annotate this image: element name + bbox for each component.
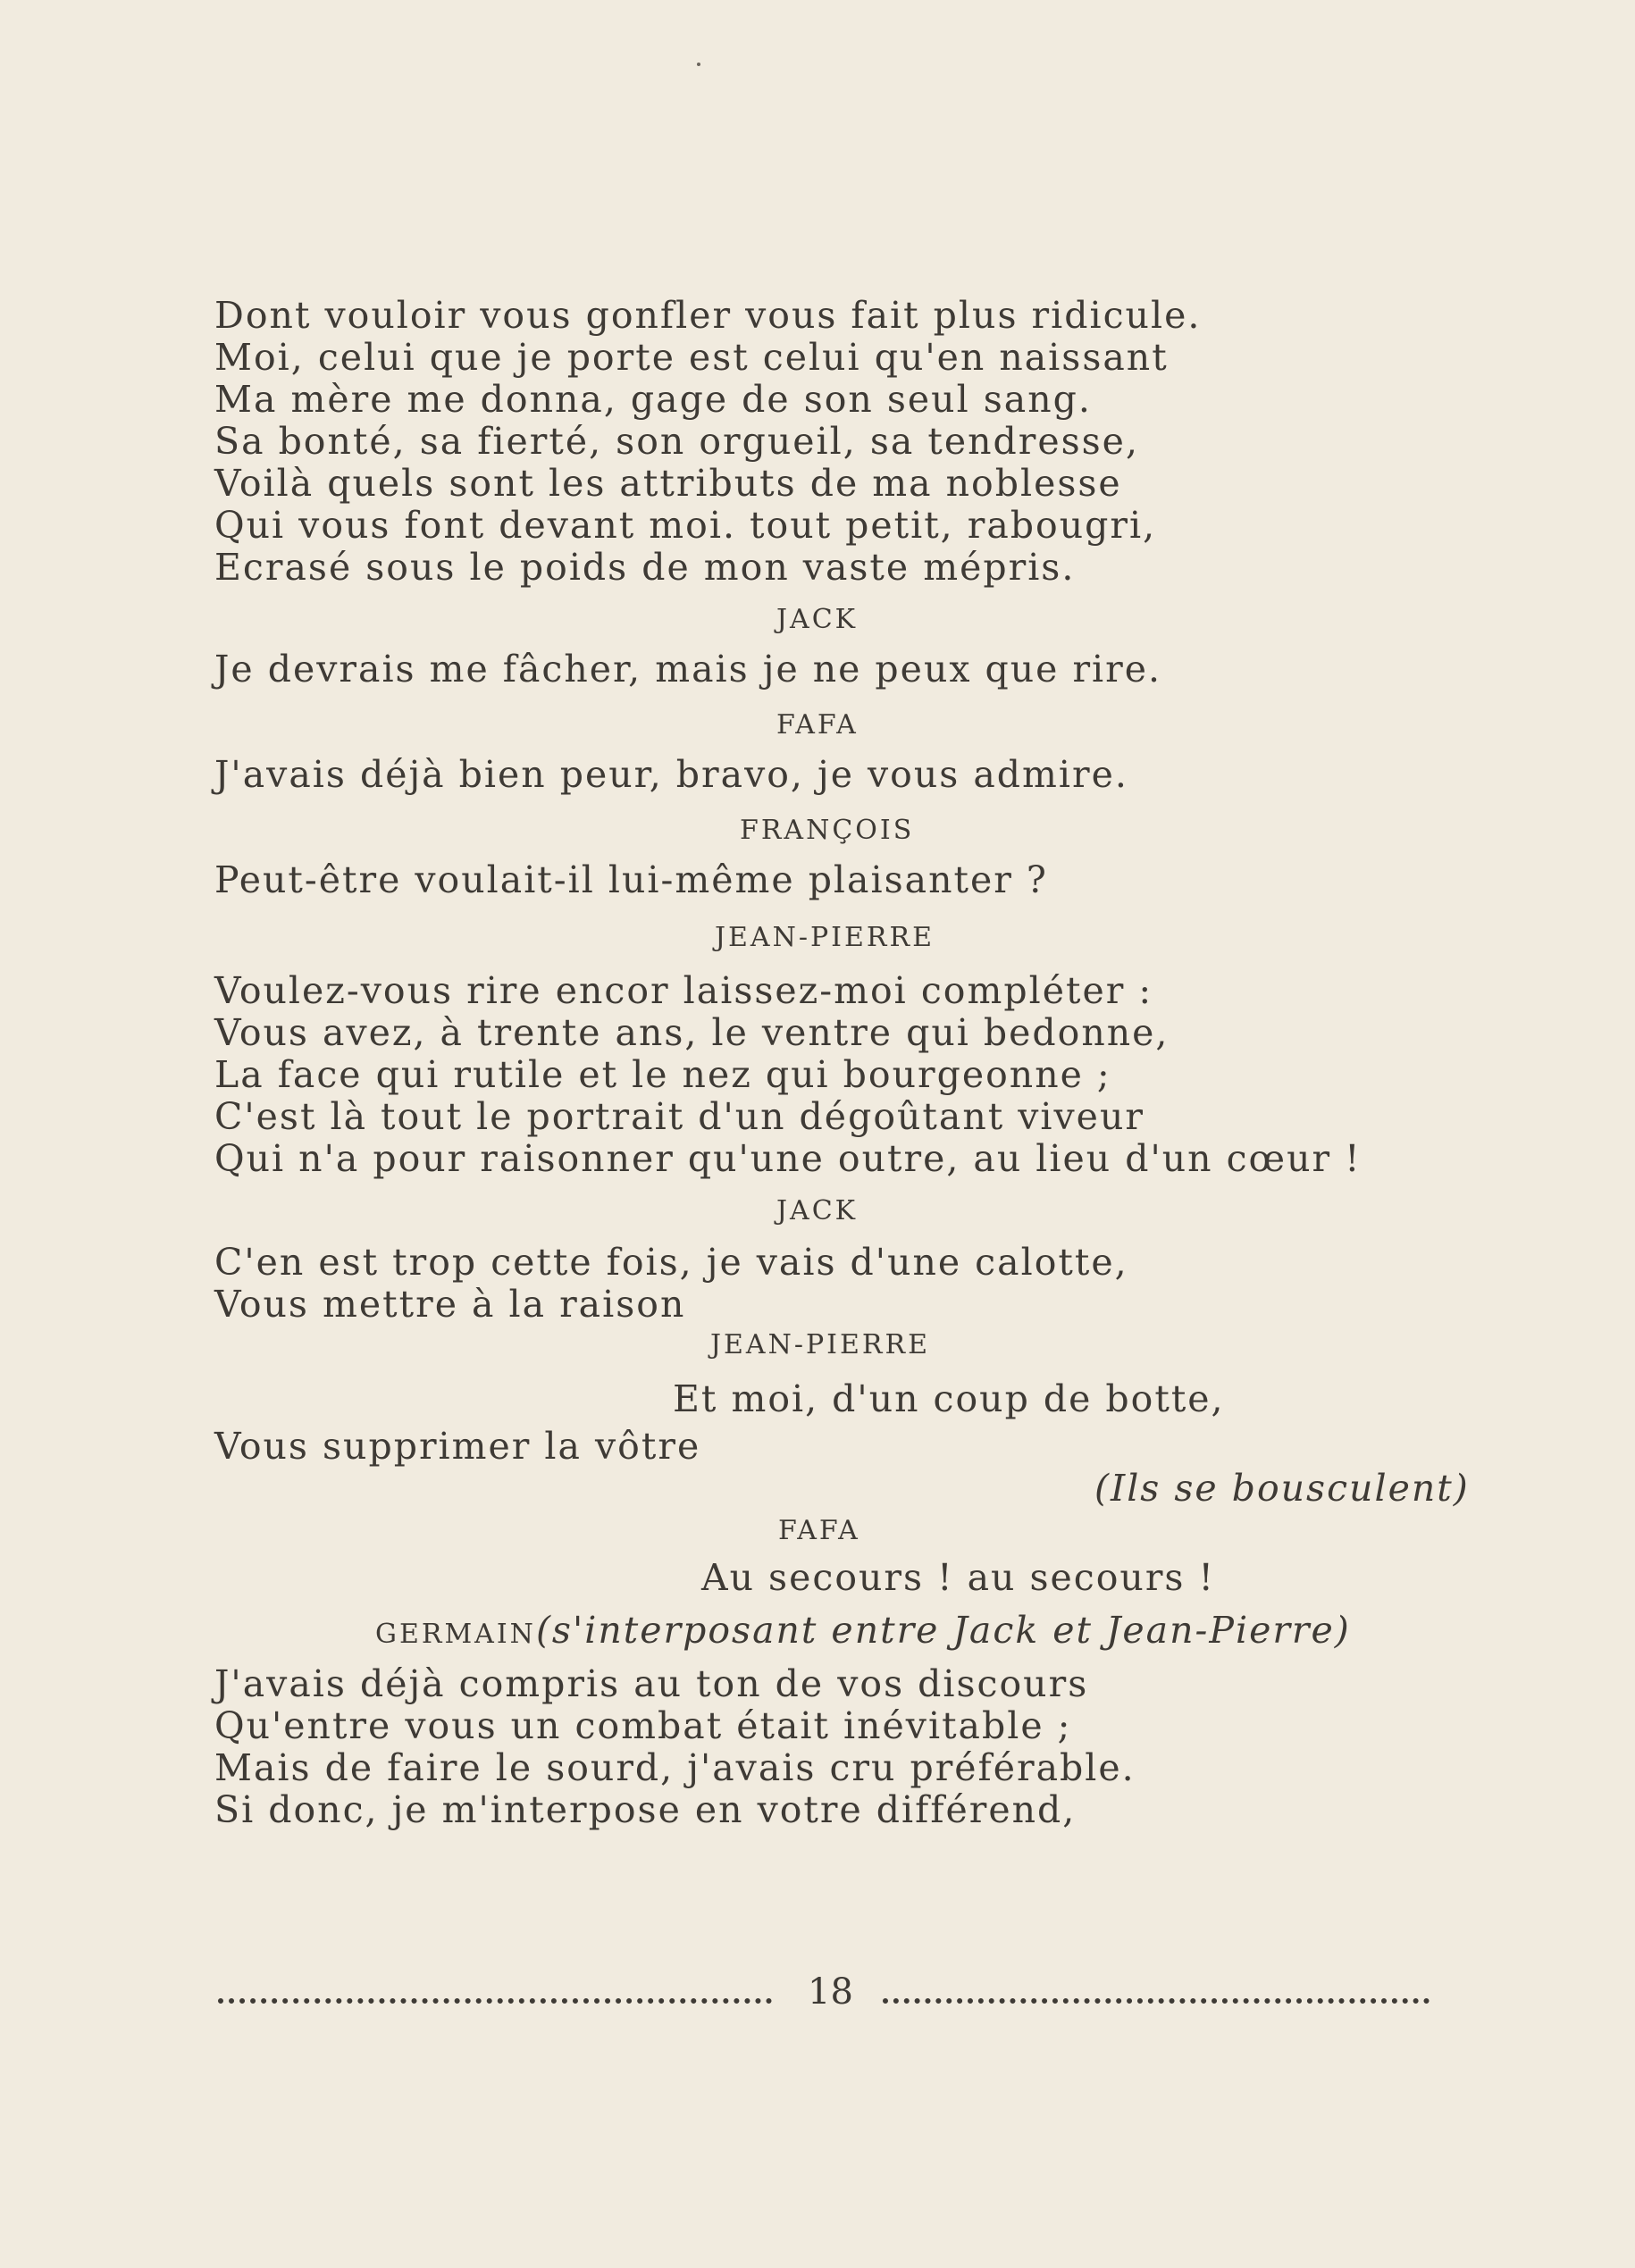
footer-dotted-rule-right [883,1998,1430,2004]
speaker-name: JACK [776,1195,859,1226]
verse-line: C'est là tout le portrait d'un dégoûtant viveur [214,1095,1144,1138]
verse-line: Peut-être voulait-il lui-même plaisanter ? [214,858,1048,901]
footer-dotted-rule-left [218,1998,772,2004]
verse-line: Au secours ! au secours ! [701,1556,1215,1599]
verse-line: Vous supprimer la vôtre [214,1425,701,1468]
verse-line: Si donc, je m'interpose en votre différend, [214,1788,1077,1831]
verse-line: La face qui rutile et le nez qui bourgeonne ; [214,1053,1111,1096]
verse-line: Et moi, d'un coup de botte, [673,1377,1225,1420]
verse-line: Ecrasé sous le poids de mon vaste mépris. [214,546,1076,589]
verse-line: Moi, celui que je porte est celui qu'en naissant [214,336,1169,379]
verse-line: Mais de faire le sourd, j'avais cru préférable. [214,1746,1136,1789]
speaker-name: FRANÇOIS [740,815,915,846]
page-number: 18 [808,1971,853,2013]
verse-line: C'en est trop cette fois, je vais d'une calotte, [214,1241,1128,1284]
verse-line: J'avais déjà compris au ton de vos discours [214,1662,1089,1705]
speaker-name: GERMAIN [375,1619,536,1650]
verse-line: Dont vouloir vous gonfler vous fait plus ridicule. [214,294,1202,337]
stage-direction: (s'interposant entre Jack et Jean-Pierre) [535,1609,1351,1652]
speaker-name: JEAN-PIERRE [715,922,935,953]
stage-direction: (Ils se bousculent) [1094,1467,1470,1510]
verse-line: Ma mère me donna, gage de son seul sang. [214,378,1092,421]
verse-line: Qu'entre vous un combat était inévitable ; [214,1704,1072,1747]
verse-line: J'avais déjà bien peur, bravo, je vous admire. [214,753,1128,796]
top-mark [697,63,700,66]
verse-line: Sa bonté, sa fierté, son orgueil, sa tendresse, [214,420,1139,463]
verse-line: Voilà quels sont les attributs de ma noblesse [214,462,1122,505]
speaker-with-direction [375,1610,1351,1655]
speaker-name: FAFA [778,1515,860,1546]
verse-line: Vous mettre à la raison [214,1283,686,1326]
verse-line: Je devrais me fâcher, mais je ne peux que rire. [214,648,1162,690]
verse-line: Vous avez, à trente ans, le ventre qui bedonne, [214,1011,1170,1054]
speaker-name: JEAN-PIERRE [710,1329,930,1360]
verse-line: Qui vous font devant moi. tout petit, rabougri, [214,504,1157,547]
speaker-name: FAFA [776,709,859,741]
verse-line: Qui n'a pour raisonner qu'une outre, au lieu d'un cœur ! [214,1137,1362,1180]
speaker-name: JACK [776,604,859,635]
verse-line: Voulez-vous rire encor laissez-moi compléter : [214,969,1153,1012]
